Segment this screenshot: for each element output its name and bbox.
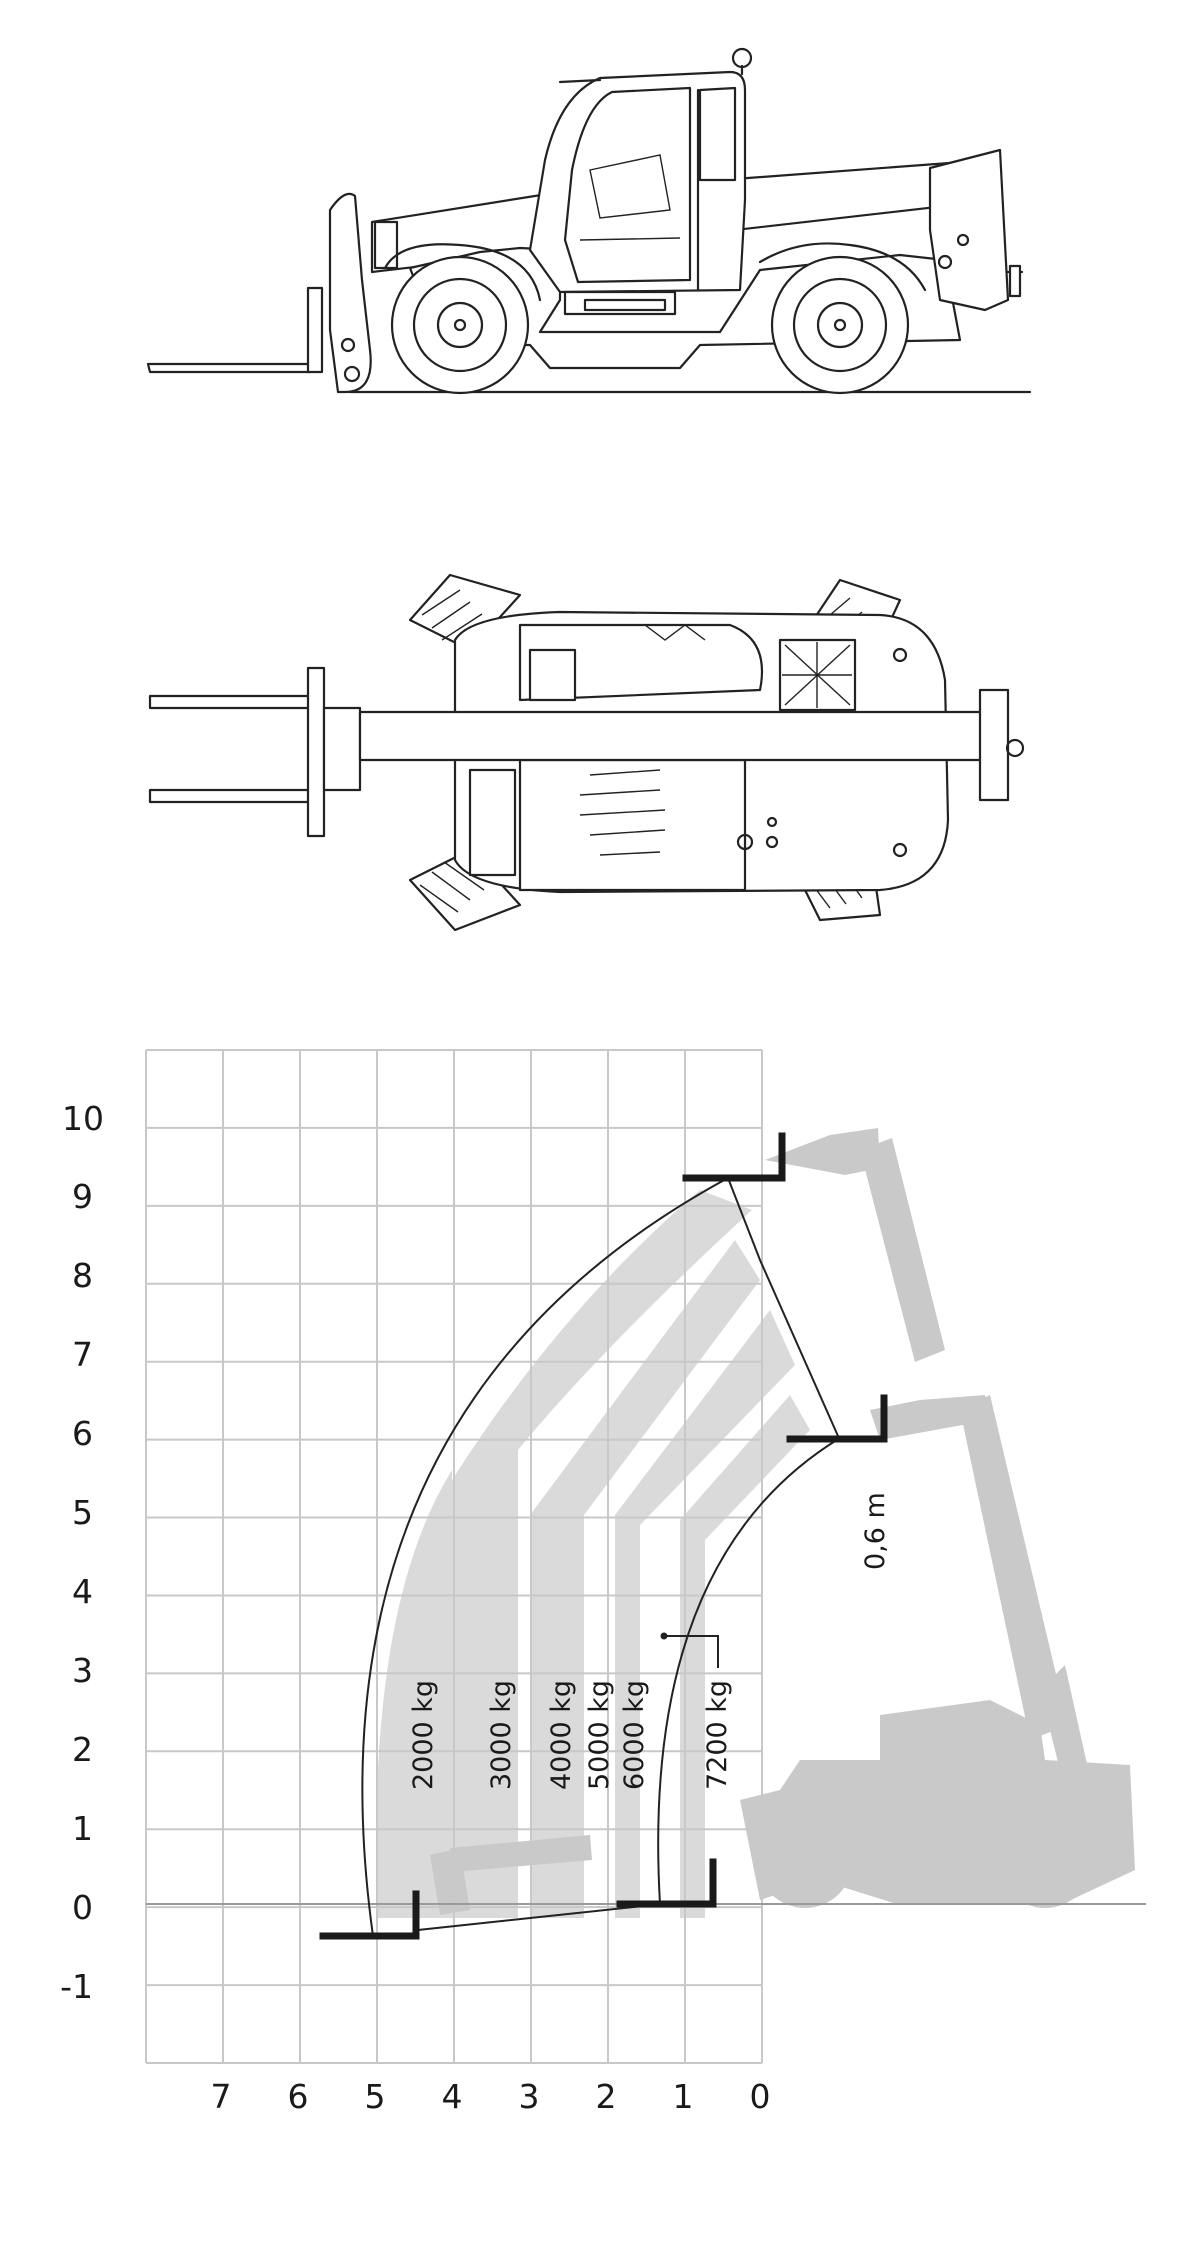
side-carriage <box>330 194 371 392</box>
y-tick-label: 6 <box>72 1414 93 1453</box>
x-tick-label: 0 <box>749 2077 771 2116</box>
capacity-label-3000: 3000 kg <box>486 1679 517 1790</box>
side-front-wheel <box>392 257 528 393</box>
y-tick-label: 10 <box>62 1099 104 1138</box>
y-axis-ticks <box>60 1099 104 2006</box>
y-tick-label: 9 <box>72 1177 93 1216</box>
y-tick-label: -1 <box>60 1967 93 2006</box>
load-chart <box>60 1050 1146 2116</box>
capacity-label-6000: 6000 kg <box>619 1679 650 1790</box>
x-axis-ticks <box>211 2077 771 2116</box>
side-rear-wheel <box>772 257 908 393</box>
top-view-drawing <box>150 575 1023 930</box>
capacity-label-4000: 4000 kg <box>546 1679 577 1790</box>
capacity-label-7200: 7200 kg <box>702 1679 733 1790</box>
top-forks <box>150 668 360 836</box>
x-tick-label: 6 <box>287 2077 309 2116</box>
y-tick-label: 2 <box>72 1730 93 1769</box>
x-tick-label: 2 <box>595 2077 617 2116</box>
y-tick-label: 5 <box>72 1493 93 1532</box>
y-tick-label: 8 <box>72 1256 93 1295</box>
capacity-label-5000: 5000 kg <box>584 1679 615 1790</box>
x-tick-label: 3 <box>518 2077 540 2116</box>
side-forks <box>148 288 322 372</box>
x-tick-label: 4 <box>441 2077 463 2116</box>
top-boom <box>360 712 990 760</box>
y-tick-label: 4 <box>72 1572 93 1611</box>
dimension-label: 0,6 m <box>860 1492 891 1570</box>
x-tick-label: 7 <box>210 2077 232 2116</box>
y-tick-label: 3 <box>72 1651 93 1690</box>
y-tick-label: 7 <box>72 1335 93 1374</box>
x-tick-label: 1 <box>672 2077 694 2116</box>
fork-top <box>686 1136 782 1178</box>
chart-grid <box>146 1050 762 2063</box>
top-cab <box>520 760 745 890</box>
y-tick-label: 1 <box>72 1809 93 1848</box>
side-cab <box>530 72 745 292</box>
x-tick-label: 5 <box>364 2077 386 2116</box>
y-tick-label: 0 <box>72 1888 93 1927</box>
side-counterweight <box>930 150 1008 310</box>
capacity-label-2000: 2000 kg <box>408 1679 439 1790</box>
side-view-drawing <box>148 49 1030 393</box>
